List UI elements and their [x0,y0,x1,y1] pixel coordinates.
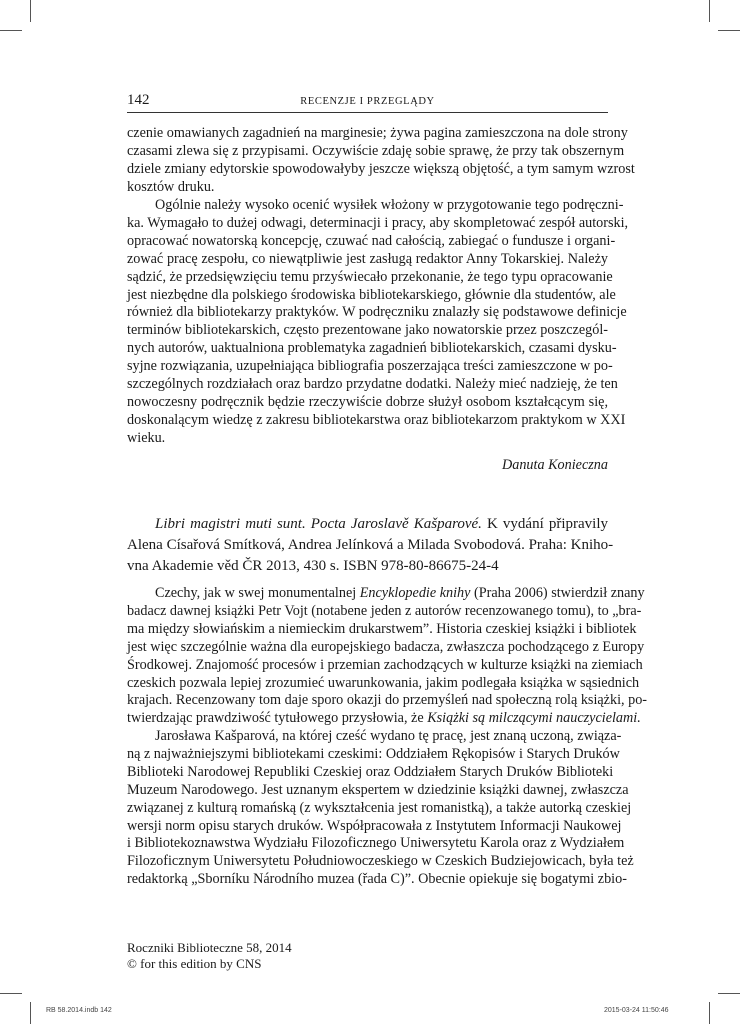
text-line: krajach. Recenzowany tom daje sporo okazji do przemyśleń nad społeczną rolą książki, po- [127,692,648,709]
text-line: Ogólnie należy wysoko ocenić wysiłek włożony w przygotowanie tego podręczni- [155,197,624,213]
text-line: Czechy, jak w swej monumentalnej Encyklopedie knihy (Praha 2006) stwierdził znany [155,585,645,601]
text-line: badacz dawnej książki Petr Vojt (notabene jeden z autorów recenzowanego tomu), to „bra- [127,602,642,619]
print-slug-timestamp: 2015-03-24 11:50:46 [604,1007,669,1014]
text-line: Jarosława Kašparová, na której cześć wydano tę pracę, jest znaną uczoną, związa- [155,728,622,744]
text-line: syjne rozwiązania, uzupełniająca bibliografia poszerzająca treści zamieszczone w po- [127,358,613,375]
text-line: ną z najważniejszymi bibliotekami czeskimi: Oddziałem Rękopisów i Starych Druków [127,745,620,762]
text-line: doskonalącym wiedzę z zakresu bibliotekarstwa oraz bibliotekarzom praktykom w XXI [127,411,626,428]
text-line: opracować nowatorską koncepcję, czuwać nad całością, zabiegać o fundusze i organi- [127,232,616,249]
text-line: Biblioteki Narodowej Republiki Czeskiej oraz Oddziałem Starych Druków Biblioteki [127,763,614,780]
page-footer [127,940,292,972]
text-line: nowoczesny podręcznik będzie rzeczywiście dobrze służył osobom kształcącym się, [127,393,608,410]
text-line: jest niezbędne dla polskiego środowiska bibliotekarskiego, głównie dla studentów, ale [127,286,616,303]
crop-mark [718,30,740,31]
text-line: nych autorów, uaktualniona problematyka zagadnień bibliotekarskich, czasami dysku- [127,340,617,357]
text-line: terminów bibliotekarskich, często prezentowane jako nowatorskie przez poszczegól- [127,322,608,339]
reviewer-signature: Danuta Konieczna [501,457,608,473]
text-line: szczególnych rozdziałach oraz bardzo przydatne dodatki. Należy mieć nadzieję, że ten [127,376,618,393]
review2-paragraph-1 [127,585,648,728]
text-line: sądzić, że przedsięwzięciu temu przyświecało przekonanie, że tego typu opracowanie [127,268,613,285]
crop-mark [709,0,710,22]
header-divider [127,112,608,113]
text-line: redaktorką „Sborníku Národního muzea (řada C)”. Obecnie opiekuje się bogatymi zbio- [127,871,627,888]
text-line: Środkowej. Znajomość procesów i przemian zachodzących w kulturze książki na ziemiach [127,656,643,673]
text-line: Filozoficznym Uniwersytetu Południowoczeskiego w Czeskich Budziejowicach, była też [127,853,634,870]
review1-signature-block [127,457,608,475]
copyright-notice: © for this edition by CNS [127,956,262,971]
text-line: ma między słowiańskim a niemieckim drukarstwem”. Historia czeskiej książki i bibliotek [127,620,637,637]
text-line: również dla bibliotekarzy praktyków. W podręczniku znalazły się podstawowe definicje [127,304,627,321]
crop-mark [30,0,31,22]
text-line: jest więc szczególnie ważna dla europejskiego badacza, zwłaszcza pochodzącego z Europy [127,638,645,655]
running-title: RECENZJE I PRZEGLĄDY [300,96,435,107]
crop-mark [709,1002,710,1024]
text-line: dziele zmiany edytorskie spowodowałyby jeszcze większą objętość, a tym samym wzrost [127,160,635,177]
journal-citation: Roczniki Biblioteczne 58, 2014 [127,940,292,955]
book-title: Libri magistri muti sunt. Pocta Jaroslavě Kašparové. [155,516,482,532]
text-line: wieku. [127,429,166,446]
review1-paragraph-1 [127,125,635,197]
text-line: vna Akademie věd ČR 2013, 430 s. ISBN 978-80-86675-24-4 [127,558,499,574]
text-line: związanej z kulturą romańską (z wykształcenia jest romanistką), a także autorką czeskiej [127,799,632,816]
text-line: ka. Wymagało to dużej odwagi, determinacji i pracy, aby skompletować zespół autorski, [127,214,629,231]
text-line: Alena Císařová Smítková, Andrea Jelínková a Milada Svobodová. Praha: Kniho- [127,537,614,553]
crop-mark [30,1002,31,1024]
bibliographic-entry [127,514,614,577]
review2-paragraph-2 [127,728,634,889]
crop-mark [718,993,740,994]
text-line: Libri magistri muti sunt. Pocta Jaroslavě Kašparové. K vydání připravily [155,516,608,532]
text-line: i Bibliotekoznawstwa Wydziału Filozoficznego Uniwersytetu Karola oraz z Wydziałem [127,835,625,852]
text-line: czasami zlewa się z przypisami. Oczywiście zdaję sobie sprawę, że przy tak obszernym [127,142,625,159]
text-line: twierdzając prawdziwość tytułowego przysłowia, że Książki są milczącymi nauczycielami. [127,710,641,727]
text-line: wersji norm opisu starych druków. Współpracowała z Instytutem Informacji Naukowej [127,817,622,834]
text-line: zować pracę zespołu, co niewątpliwie jest zasługą redaktor Anny Tokarskiej. Należy [127,250,608,267]
crop-mark [0,993,22,994]
text-line: czenie omawianych zagadnień na marginesie; żywa pagina zamieszczona na dole strony [127,125,628,141]
text-line: czeskich pozwala lepiej zrozumieć uwarunkowania, jakim podlegała książka w sąsiednich [127,674,640,691]
crop-mark [0,30,22,31]
print-slug-file: RB 58.2014.indb 142 [46,1007,112,1014]
page-number: 142 [127,92,150,108]
text-line: kosztów druku. [127,178,215,195]
text-line: Muzeum Narodowego. Jest uznanym ekspertem w dziedzinie książki dawnej, zwłaszcza [127,781,629,798]
review1-paragraph-2 [127,197,629,448]
